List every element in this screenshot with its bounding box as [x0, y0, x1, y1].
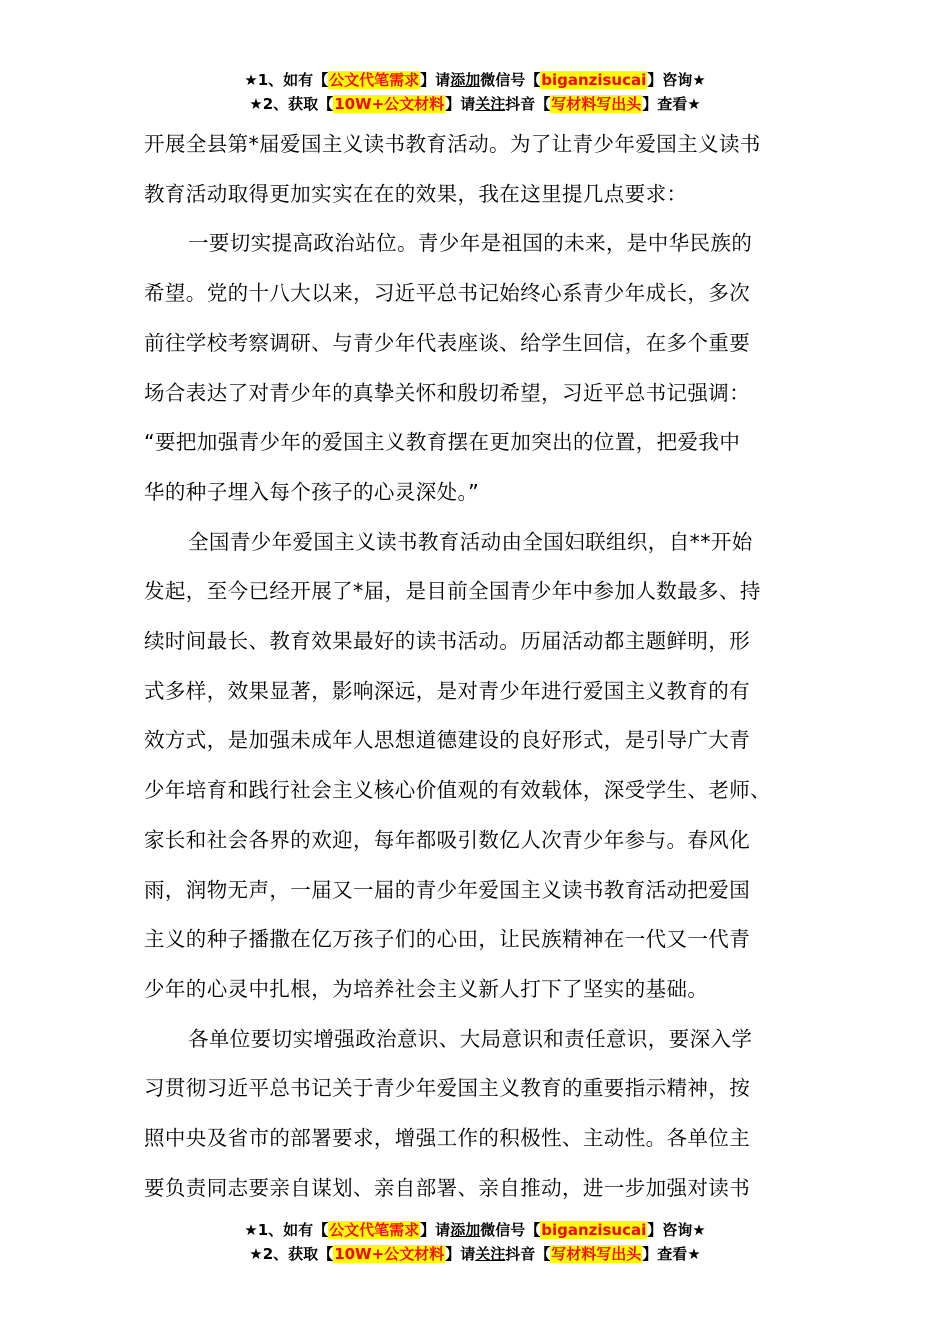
text-line: 主义的种子播撒在亿万孩子们的心田，让民族精神在一代又一代青	[144, 927, 751, 952]
highlight-materials: 10W+公文材料	[334, 95, 445, 113]
footer-banner	[0, 1218, 950, 1266]
text-line: 效方式，是加强未成年人思想道德建设的良好形式，是引导广大青	[144, 728, 751, 753]
header-line-1	[0, 68, 950, 92]
text-line: 要负责同志要亲自谋划、亲自部署、亲自推动，进一步加强对读书	[144, 1175, 751, 1200]
footer-line-1-text: 】咨询★	[647, 1221, 706, 1239]
highlight-wechat-id: biganzisucai	[541, 71, 647, 89]
header-line-2	[0, 92, 950, 116]
footer-line-2-text: 】查看★	[642, 1245, 701, 1263]
paragraph-2	[144, 219, 812, 517]
text-line: 华的种子埋入每个孩子的心灵深处。”	[144, 479, 480, 504]
header-line-2-text: 】查看★	[642, 95, 701, 113]
text-line: 一要切实提高政治站位。青少年是祖国的未来，是中华民族的	[188, 231, 753, 256]
text-line: 续时间最长、教育效果最好的读书活动。历届活动都主题鲜明，形	[144, 629, 751, 654]
text-line: 发起，至今已经开展了*届，是目前全国青少年中参加人数最多、持	[144, 579, 761, 604]
text-line: 雨，润物无声，一届又一届的青少年爱国主义读书教育活动把爱国	[144, 877, 751, 902]
document-body	[144, 120, 812, 1213]
header-line-1-text: ★1、如有【	[244, 71, 329, 89]
footer-line-2	[0, 1242, 950, 1266]
highlight-wechat-id: biganzisucai	[541, 1221, 647, 1239]
text-line: 场合表达了对青少年的真挚关怀和殷切希望，习近平总书记强调：	[144, 380, 751, 405]
footer-line-2-text: ★2、获取【	[249, 1245, 334, 1263]
text-line: 少年培育和践行社会主义核心价值观的有效载体，深受学生、老师、	[144, 778, 771, 803]
text-line: 教育活动取得更加实实在在的效果，我在这里提几点要求：	[144, 181, 688, 206]
header-line-1-text: 微信号【	[480, 71, 541, 89]
header-line-1-text: 】咨询★	[647, 71, 706, 89]
text-line: 习贯彻习近平总书记关于青少年爱国主义教育的重要指示精神，按	[144, 1076, 751, 1101]
highlight-materials: 10W+公文材料	[334, 1245, 445, 1263]
header-line-2-text: ★2、获取【	[249, 95, 334, 113]
footer-line-2-text: 】请	[445, 1245, 476, 1263]
paragraph-1	[144, 120, 812, 219]
footer-line-1-text: ★1、如有【	[244, 1221, 329, 1239]
text-line: 希望。党的十八大以来，习近平总书记始终心系青少年成长，多次	[144, 281, 751, 306]
text-line: 全国青少年爱国主义读书教育活动由全国妇联组织，自**开始	[188, 529, 753, 554]
text-line: 照中央及省市的部署要求，增强工作的积极性、主动性。各单位主	[144, 1126, 751, 1151]
highlight-writing-service: 公文代笔需求	[329, 1221, 420, 1239]
underlined-add: 添加	[450, 71, 481, 89]
text-line: 各单位要切实增强政治意识、大局意识和责任意识，要深入学	[188, 1026, 753, 1051]
text-line: 前往学校考察调研、与青少年代表座谈、给学生回信，在多个重要	[144, 330, 751, 355]
highlight-writing-service: 公文代笔需求	[329, 71, 420, 89]
text-line: 家长和社会各界的欢迎，每年都吸引数亿人次青少年参与。春风化	[144, 827, 751, 852]
text-line: 少年的心灵中扎根，为培养社会主义新人打下了坚实的基础。	[144, 976, 709, 1001]
paragraph-4	[144, 1015, 812, 1214]
footer-line-1-text: 微信号【	[480, 1221, 541, 1239]
header-banner	[0, 68, 950, 116]
footer-line-1	[0, 1218, 950, 1242]
highlight-douyin-account: 写材料写出头	[551, 1245, 642, 1263]
header-line-1-text: 】请	[420, 71, 451, 89]
text-line: 开展全县第*届爱国主义读书教育活动。为了让青少年爱国主义读书	[144, 132, 761, 156]
text-line: “要把加强青少年的爱国主义教育摆在更加突出的位置，把爱我中	[144, 430, 741, 455]
text-line: 式多样，效果显著，影响深远，是对青少年进行爱国主义教育的有	[144, 678, 751, 703]
footer-line-2-text: 抖音【	[505, 1245, 551, 1263]
underlined-add: 添加	[450, 1221, 481, 1239]
header-line-2-text: 】请	[445, 95, 476, 113]
underlined-follow: 关注	[475, 1245, 506, 1263]
underlined-follow: 关注	[475, 95, 506, 113]
footer-line-1-text: 】请	[420, 1221, 451, 1239]
header-line-2-text: 抖音【	[505, 95, 551, 113]
paragraph-3	[144, 518, 812, 1015]
highlight-douyin-account: 写材料写出头	[551, 95, 642, 113]
